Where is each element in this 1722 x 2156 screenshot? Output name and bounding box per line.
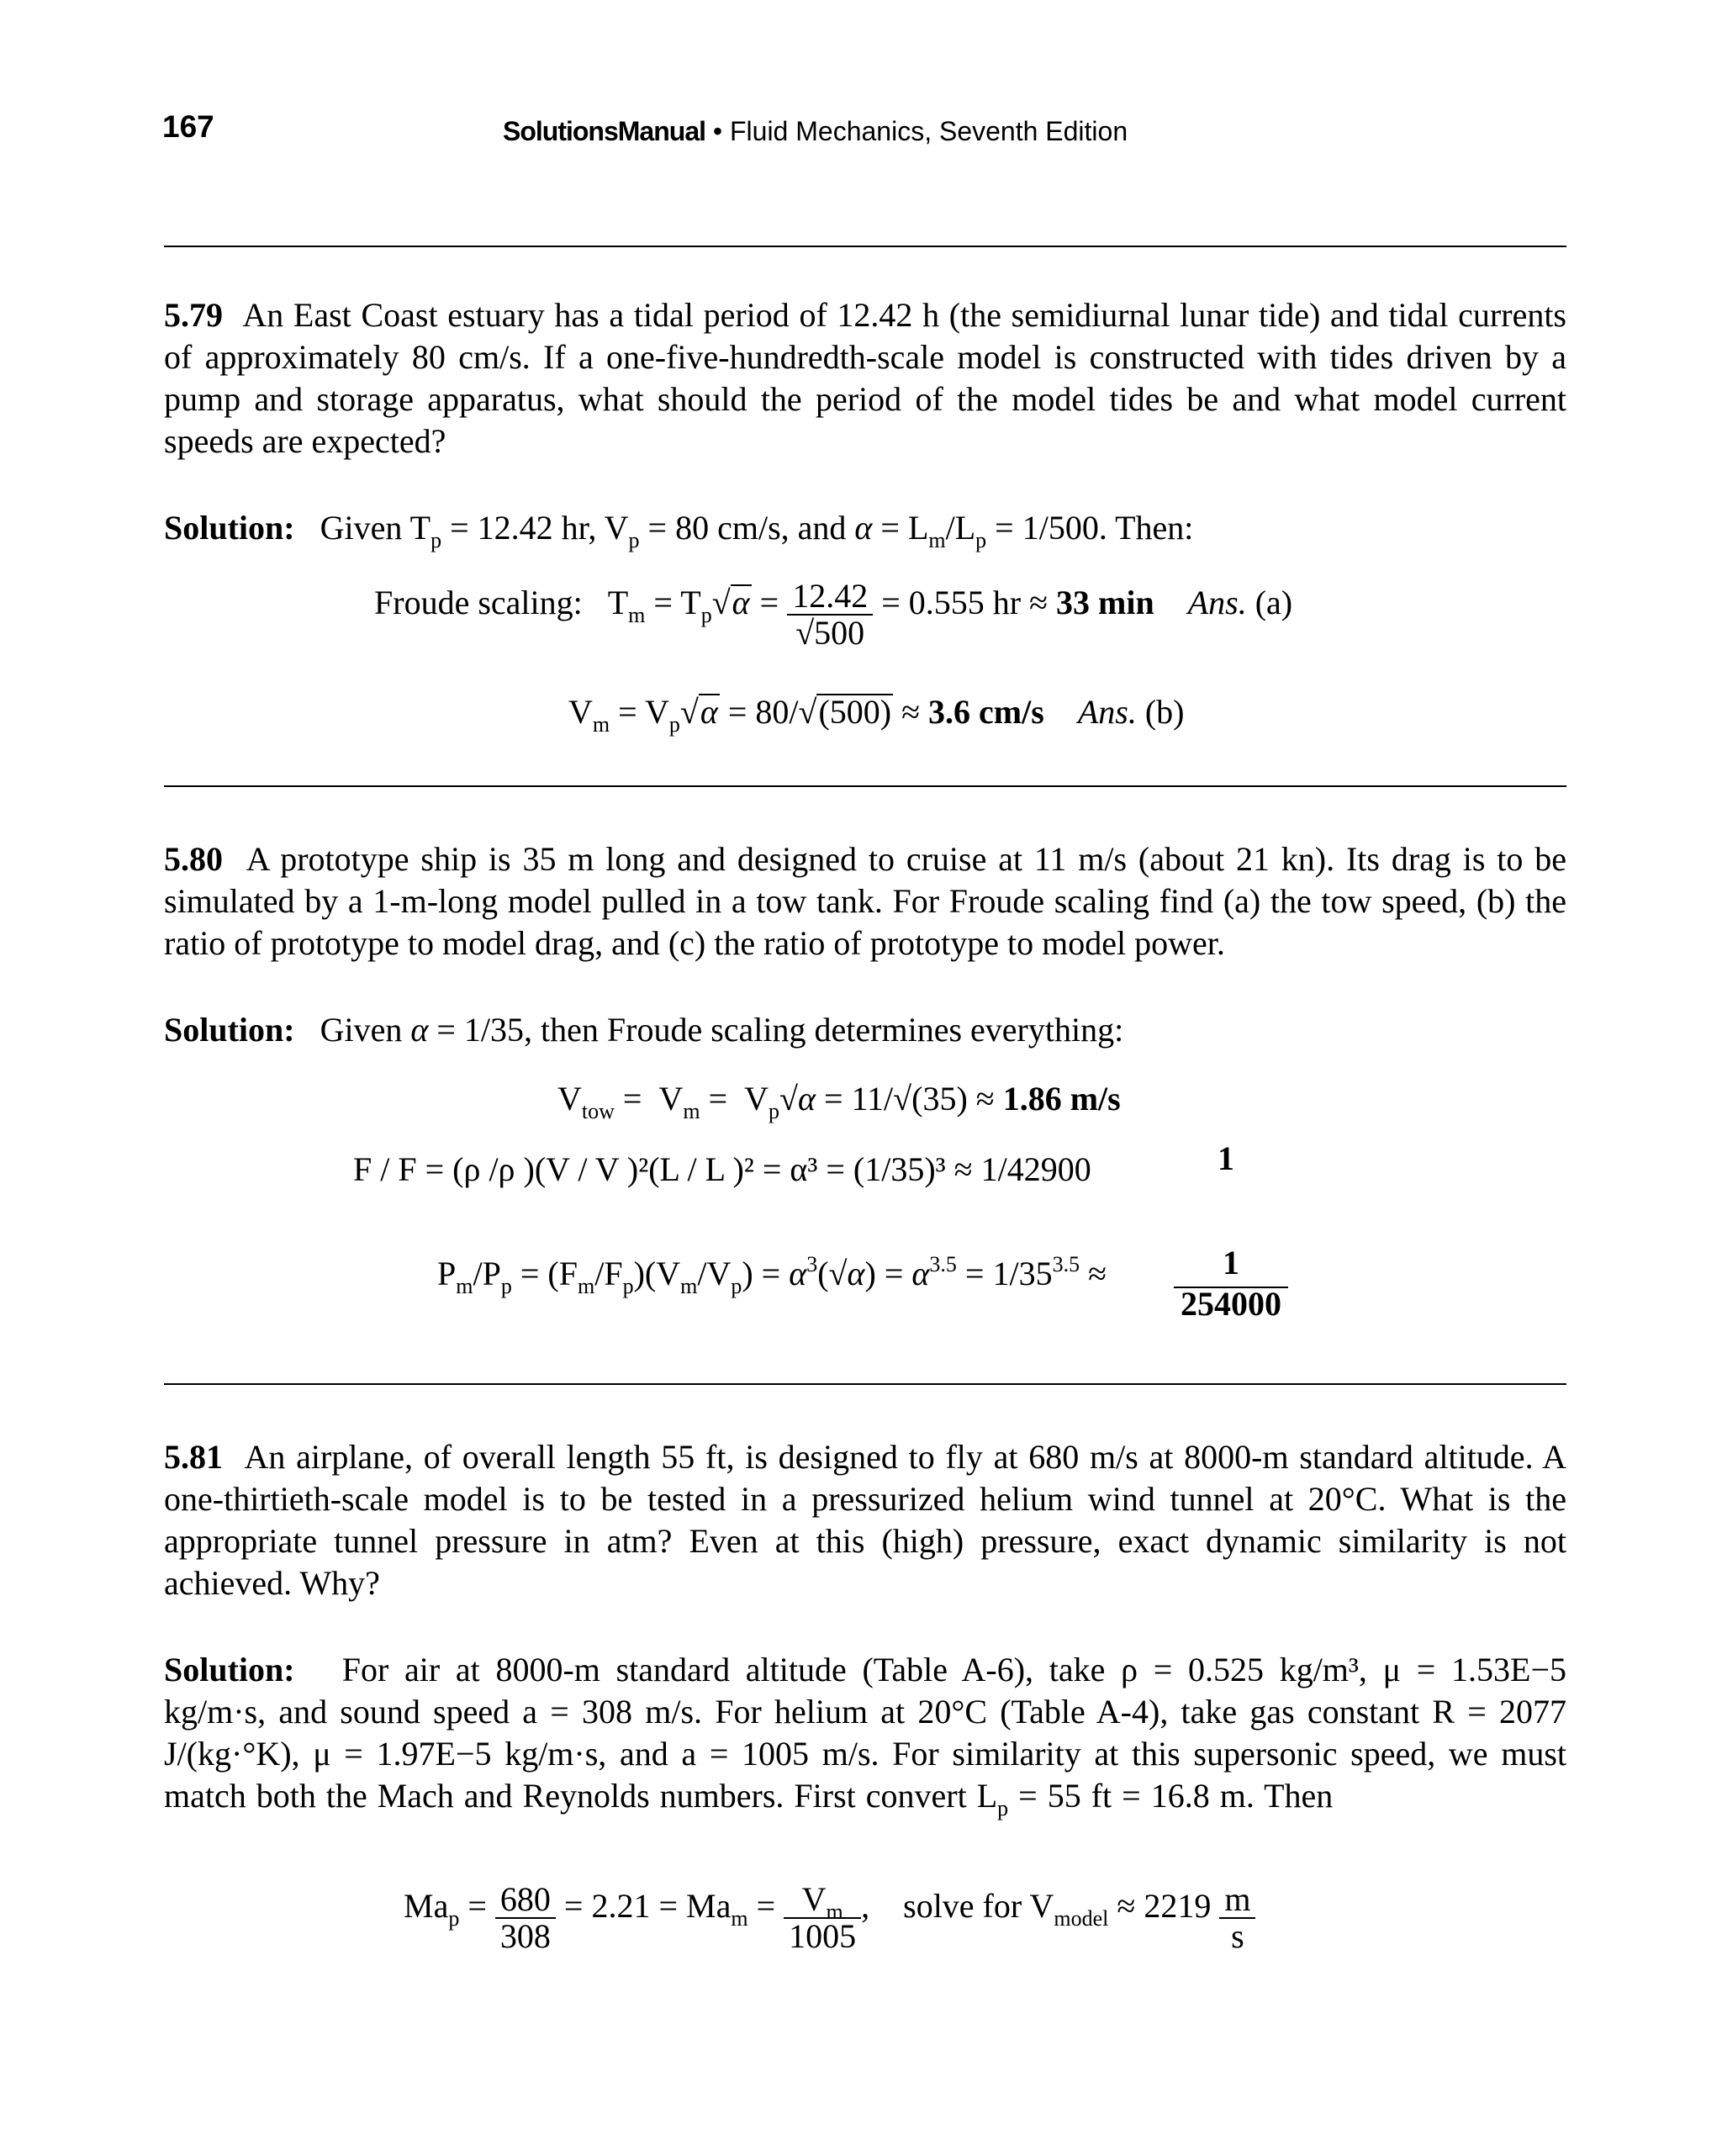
book-title: Fluid Mechanics, Seventh Edition xyxy=(729,116,1128,146)
solution-label: Solution: xyxy=(164,509,295,547)
ans-label: Ans. xyxy=(1077,693,1137,731)
unit-fraction xyxy=(1219,1880,1255,1955)
equation-part: ≈ xyxy=(1088,1255,1107,1292)
equation-power-ratio: $P_m/P_p = (F_m/F_p)(V_m/V_p) = \alpha^3(√\alpha) = \alpha^{3.5} = 1/35^{3.5}$ ≈ xyxy=(437,1252,1107,1298)
divider xyxy=(164,246,1566,247)
fraction: $\frac{V_m}{1005}$ xyxy=(784,1882,861,1937)
solution-579: Solution: Given $T_p = 12.42$ hr, $V_p = 80$ cm/s, and $\alpha = L_m/L_p = 1/500$. Then: xyxy=(164,509,1194,552)
equation-part: solve for V xyxy=(903,1887,1054,1926)
solution-text: Given T xyxy=(320,509,431,547)
problem-text: An airplane, of overall length 55 ft, is designed to fly at 680 m/s at 8000-m standard altitude. A one-thirtieth-scale model is to be tested in a pressurized helium wind tunnel at 20°C. What is the appropriate tunnel pressure in atm? Even at this (high) pressure, exact dynamic similarity is not achieved. Why? xyxy=(164,1438,1566,1602)
solution-text: = 1/500. Then: xyxy=(986,509,1194,547)
solution-text: For air at 8000-m standard altitude (Table A-6), take ρ = 0.525 kg/m³, μ = 1.53E−5 kg/m·s, and sound speed a = 308 m/s. For helium at 20°C (Table A-4), take gas constant R = 2077 J/(kg·°K), μ = 1.97E−5 kg/m·s, and a = 1005 m/s. For similarity at this supersonic speed, we must match both the Mach and Reynolds numbers. First convert L xyxy=(164,1651,1567,1815)
book-bold: SolutionsManual xyxy=(503,116,705,146)
ans-label: Ans. xyxy=(1187,584,1247,622)
equation-part: ≈ xyxy=(893,693,929,731)
equation-tow-speed: $V_{tow} = V_m = V_p√\alpha = 11/√(35) \approx 1.86$ m/s xyxy=(557,1080,1121,1123)
problem-579 xyxy=(164,294,1566,462)
solution-text: Given xyxy=(320,1011,411,1049)
problem-number: 5.80 xyxy=(164,840,223,878)
equation-part: ≈ 2219 xyxy=(1117,1887,1212,1926)
solution-text: = 1/35, then Froude scaling determines everything: xyxy=(428,1011,1124,1049)
answer-value: 3.6 cm/s xyxy=(928,693,1044,731)
solution-580: Solution: Given α = 1/35, then Froude scaling determines everything: xyxy=(164,1011,1124,1049)
problem-number: 5.79 xyxy=(164,296,223,334)
solution-text: = 12.42 hr, V xyxy=(441,509,629,547)
unit-denominator: s xyxy=(1219,1917,1255,1937)
equation-label: Froude scaling: xyxy=(374,584,583,622)
equation-result: = 0.555 hr ≈ xyxy=(881,584,1057,622)
running-header xyxy=(503,116,1128,147)
ans-part: (a) xyxy=(1255,584,1293,622)
drag-ratio-numerator: 1 xyxy=(1218,1139,1234,1177)
solution-label: Solution: xyxy=(164,1651,295,1688)
problem-text: An East Coast estuary has a tidal period of 12.42 h (the semidiurnal lunar tide) and tidal currents of approximately 80 cm/s. If a one-five-hundredth-scale model is constructed with tides driven by a pump and storage apparatus, what should the period of the model tides be and what model current speeds are expected? xyxy=(164,296,1567,460)
divider xyxy=(164,1383,1566,1385)
power-ratio-denominator-clipped xyxy=(1174,1285,1288,1323)
equation-froude-period: Froude scaling: $T_m = T_p√\alpha$ = $\frac{12.42}{√500}$ = 0.555 hr ≈ 33 min Ans. (a) xyxy=(374,577,1293,652)
fraction-numerator: V xyxy=(801,1880,827,1918)
equation-mach-match: $Ma_p$ = $\frac{680}{308}$ = $2.21 = Ma_m$ = $\frac{V_m}{1005}$ , solve for $V_{model} \approx 2219$ $\frac{m}{s}$ xyxy=(404,1882,1345,1959)
sqrt-argument: (500) xyxy=(818,693,892,731)
equation-froude-velocity: $V_m = V_p√\alpha = 80/√(500) \approx 3.6$ cm/s Ans. (b) xyxy=(568,693,1185,737)
exponent: 3.5 xyxy=(1052,1252,1080,1276)
answer-value: 33 min xyxy=(1056,584,1154,622)
power-ratio-denominator: 254000 xyxy=(1181,1285,1281,1323)
answer-value: 1.86 m/s xyxy=(1002,1080,1121,1118)
problem-580 xyxy=(164,838,1566,964)
problem-text: A prototype ship is 35 m long and designed to cruise at 11 m/s (about 21 kn). Its drag is to be simulated by a 1-m-long model pulled in a tow tank. For Froude scaling find (a) the tow speed, (b) the ratio of prototype to model drag, and (c) the ratio of prototype to model power. xyxy=(164,840,1566,962)
equation-part: = 2.21 = Ma xyxy=(563,1887,732,1926)
unit-numerator: m xyxy=(1224,1880,1251,1918)
equation-drag-ratio-clipped xyxy=(353,1150,1362,1188)
solution-label: Solution: xyxy=(164,1011,295,1049)
ans-part: (b) xyxy=(1144,693,1185,731)
fraction-numerator: 12.42 xyxy=(792,577,869,615)
solution-text: /L xyxy=(945,509,976,547)
power-ratio-numerator: 1 xyxy=(1223,1244,1239,1281)
equation-clipped-text: F / F = (ρ /ρ )(V / V )²(L / L )² = α³ = (1/35)³ ≈ 1/42900 xyxy=(353,1150,1091,1188)
equation-part: = 80 xyxy=(727,693,790,731)
divider xyxy=(164,785,1566,787)
problem-581 xyxy=(164,1436,1566,1604)
fraction xyxy=(495,1880,556,1955)
solution-581: Solution: For air at 8000-m standard altitude (Table A-6), take ρ = 0.525 kg/m³, μ = 1.53E−5 kg/m·s, and sound speed a = 308 m/s. For helium at 20°C (Table A-4), take gas constant R = 2077 J/(kg·°K), μ = 1.97E−5 kg/m·s, and a = 1005 m/s. For similarity at this supersonic speed, we must match both the Mach and Reynolds numbers. First convert $L_p = 55$ ft = 16.8 m. Then xyxy=(164,1651,1567,1820)
fraction xyxy=(787,577,873,652)
header-bullet: • xyxy=(712,116,723,146)
equation-part: = 1/35 xyxy=(964,1255,1053,1292)
equation-part: = 11/√(35) ≈ xyxy=(823,1080,1003,1118)
problem-number: 5.81 xyxy=(164,1438,223,1476)
fraction-denominator: 308 xyxy=(495,1917,556,1937)
solution-text: = 80 cm/s, and xyxy=(639,509,855,547)
page-number: 167 xyxy=(162,109,214,144)
solution-text: = 55 ft = 16.8 m. Then xyxy=(1008,1777,1334,1815)
fraction-numerator: 680 xyxy=(499,1880,551,1918)
fraction-denominator: √500 xyxy=(787,614,873,634)
fraction-denominator: 1005 xyxy=(784,1917,861,1937)
solution-text: = L xyxy=(872,509,929,547)
